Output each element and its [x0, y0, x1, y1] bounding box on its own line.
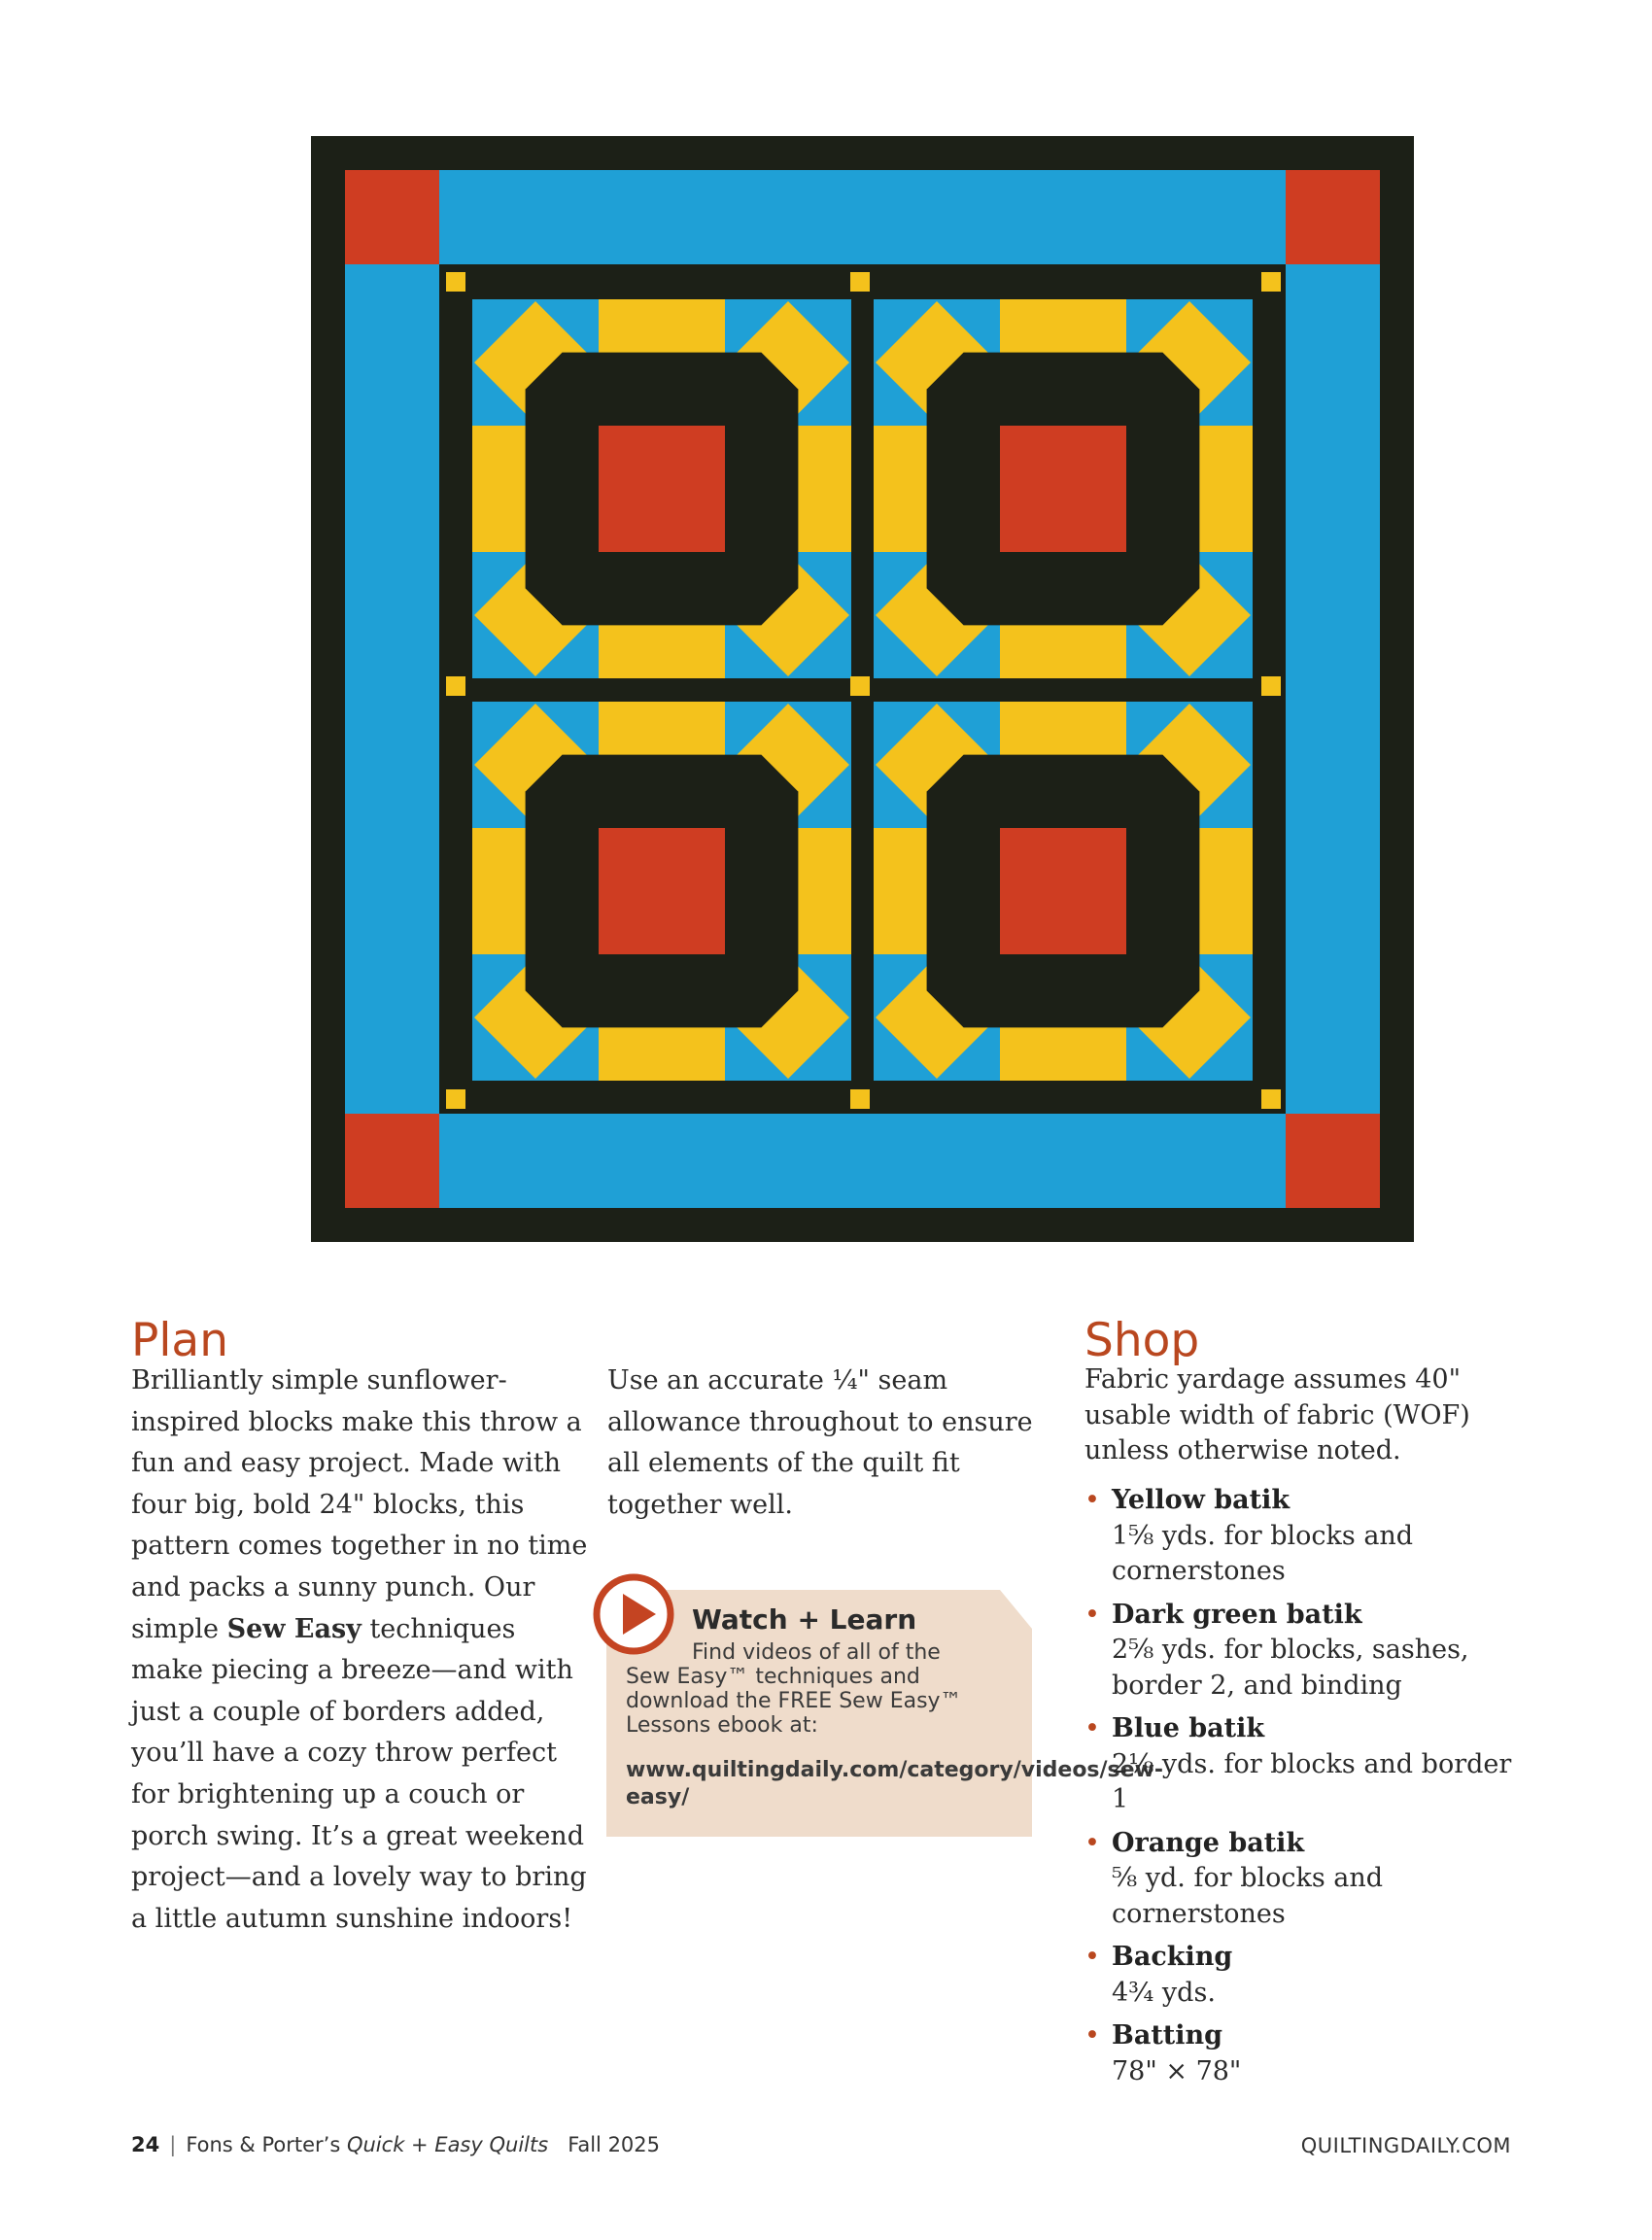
plan-text-2: techniques make piecing a breeze—and with just a couple of borders added, you’ll have a cozy throw perfect for brightening up a couch or porch swing. It’s a great weekend project—and a lovely way to bring a little autumn sunshine indoors! [131, 1613, 587, 1934]
bullet-icon: • [1084, 1599, 1100, 1630]
fabric-detail: 78" × 78" [1112, 2055, 1242, 2086]
fabric-detail: 2⅝ yds. for blocks, sashes, border 2, and binding [1112, 1635, 1469, 1701]
bullet-icon: • [1084, 1485, 1100, 1515]
quilt-photo [311, 136, 1414, 1242]
page-number: 24 [131, 2133, 160, 2156]
plan-paragraph [131, 1361, 588, 1940]
watch-learn-callout [606, 1590, 1164, 1837]
bullet-icon: • [1084, 1713, 1100, 1743]
page-footer [131, 2133, 660, 2156]
list-item [1084, 1483, 1512, 1590]
issue-date: Fall 2025 [568, 2133, 661, 2156]
fabric-detail: ⅝ yd. for blocks and cornerstones [1112, 1863, 1384, 1929]
sashing-cornerstone [1261, 272, 1281, 292]
fabric-list [1084, 1483, 1512, 2097]
orange-center [1000, 426, 1126, 552]
fabric-name: Blue batik [1112, 1713, 1265, 1743]
corner-square [1286, 170, 1380, 264]
plan-text-1: Brilliantly simple sunflower-inspired blocks make this throw a fun and easy project. Made with four big, bold 24" blocks, this pattern comes together in no time and packs a sunny punch. Our simple [131, 1365, 588, 1644]
list-item [1084, 2018, 1512, 2089]
list-item [1084, 1826, 1512, 1933]
callout-description [626, 1640, 1015, 1738]
sashing-cornerstone [446, 1089, 465, 1109]
callout-line-rest: Sew Easy™ techniques and download the FREE Sew Easy™ Lessons ebook at: [626, 1665, 962, 1738]
shop-intro: Fabric yardage assumes 40" usable width of fabric (WOF) unless otherwise noted. [1084, 1364, 1470, 1465]
bullet-icon: • [1084, 1827, 1100, 1858]
fabric-detail: 4¾ yds. [1112, 1977, 1216, 2008]
callout-title: Watch + Learn [692, 1603, 917, 1636]
fabric-name: Dark green batik [1112, 1599, 1362, 1630]
sashing-cornerstone [1261, 676, 1281, 696]
bullet-icon: • [1084, 2020, 1100, 2050]
publisher-name: Fons & Porter’s [186, 2133, 341, 2156]
footer-separator: | [169, 2133, 177, 2156]
sashing-cornerstone [850, 676, 870, 696]
site-url[interactable]: QUILTINGDAILY.COM [1300, 2134, 1511, 2157]
orange-center [1000, 828, 1126, 954]
fabric-name: Backing [1112, 1942, 1233, 1972]
orange-center [599, 828, 725, 954]
sew-easy-emphasis: Sew Easy [226, 1613, 361, 1644]
sashing-cornerstone [850, 1089, 870, 1109]
bullet-icon: • [1084, 1942, 1100, 1972]
corner-square [345, 170, 439, 264]
corner-square [1286, 1114, 1380, 1208]
plan-heading: Plan [131, 1314, 228, 1367]
fabric-detail: 1⅝ yds. for blocks and cornerstones [1112, 1520, 1414, 1586]
sashing-cornerstone [446, 272, 465, 292]
sashing-cornerstone [1261, 1089, 1281, 1109]
list-item [1084, 1711, 1512, 1818]
fabric-name: Yellow batik [1112, 1485, 1291, 1515]
corner-square [345, 1114, 439, 1208]
publication-title: Quick + Easy Quilts [346, 2133, 549, 2156]
fabric-detail: 2⅛ yds. for blocks and border 1 [1112, 1748, 1512, 1814]
shop-heading: Shop [1084, 1314, 1200, 1367]
fabric-name: Batting [1112, 2020, 1223, 2050]
seam-allowance-paragraph: Use an accurate ¼" seam allowance throughout to ensure all elements of the quilt fit together well. [607, 1365, 1033, 1520]
sashing-cornerstone [850, 272, 870, 292]
sashing-cornerstone [446, 676, 465, 696]
sew-easy-link[interactable]: www.quiltingdaily.com/category/videos/sew-easy/ [626, 1758, 1164, 1809]
callout-line-1: Find videos of all of the [692, 1640, 941, 1665]
list-item [1084, 1598, 1512, 1705]
orange-center [599, 426, 725, 552]
list-item [1084, 1940, 1512, 2011]
fabric-name: Orange batik [1112, 1827, 1305, 1858]
